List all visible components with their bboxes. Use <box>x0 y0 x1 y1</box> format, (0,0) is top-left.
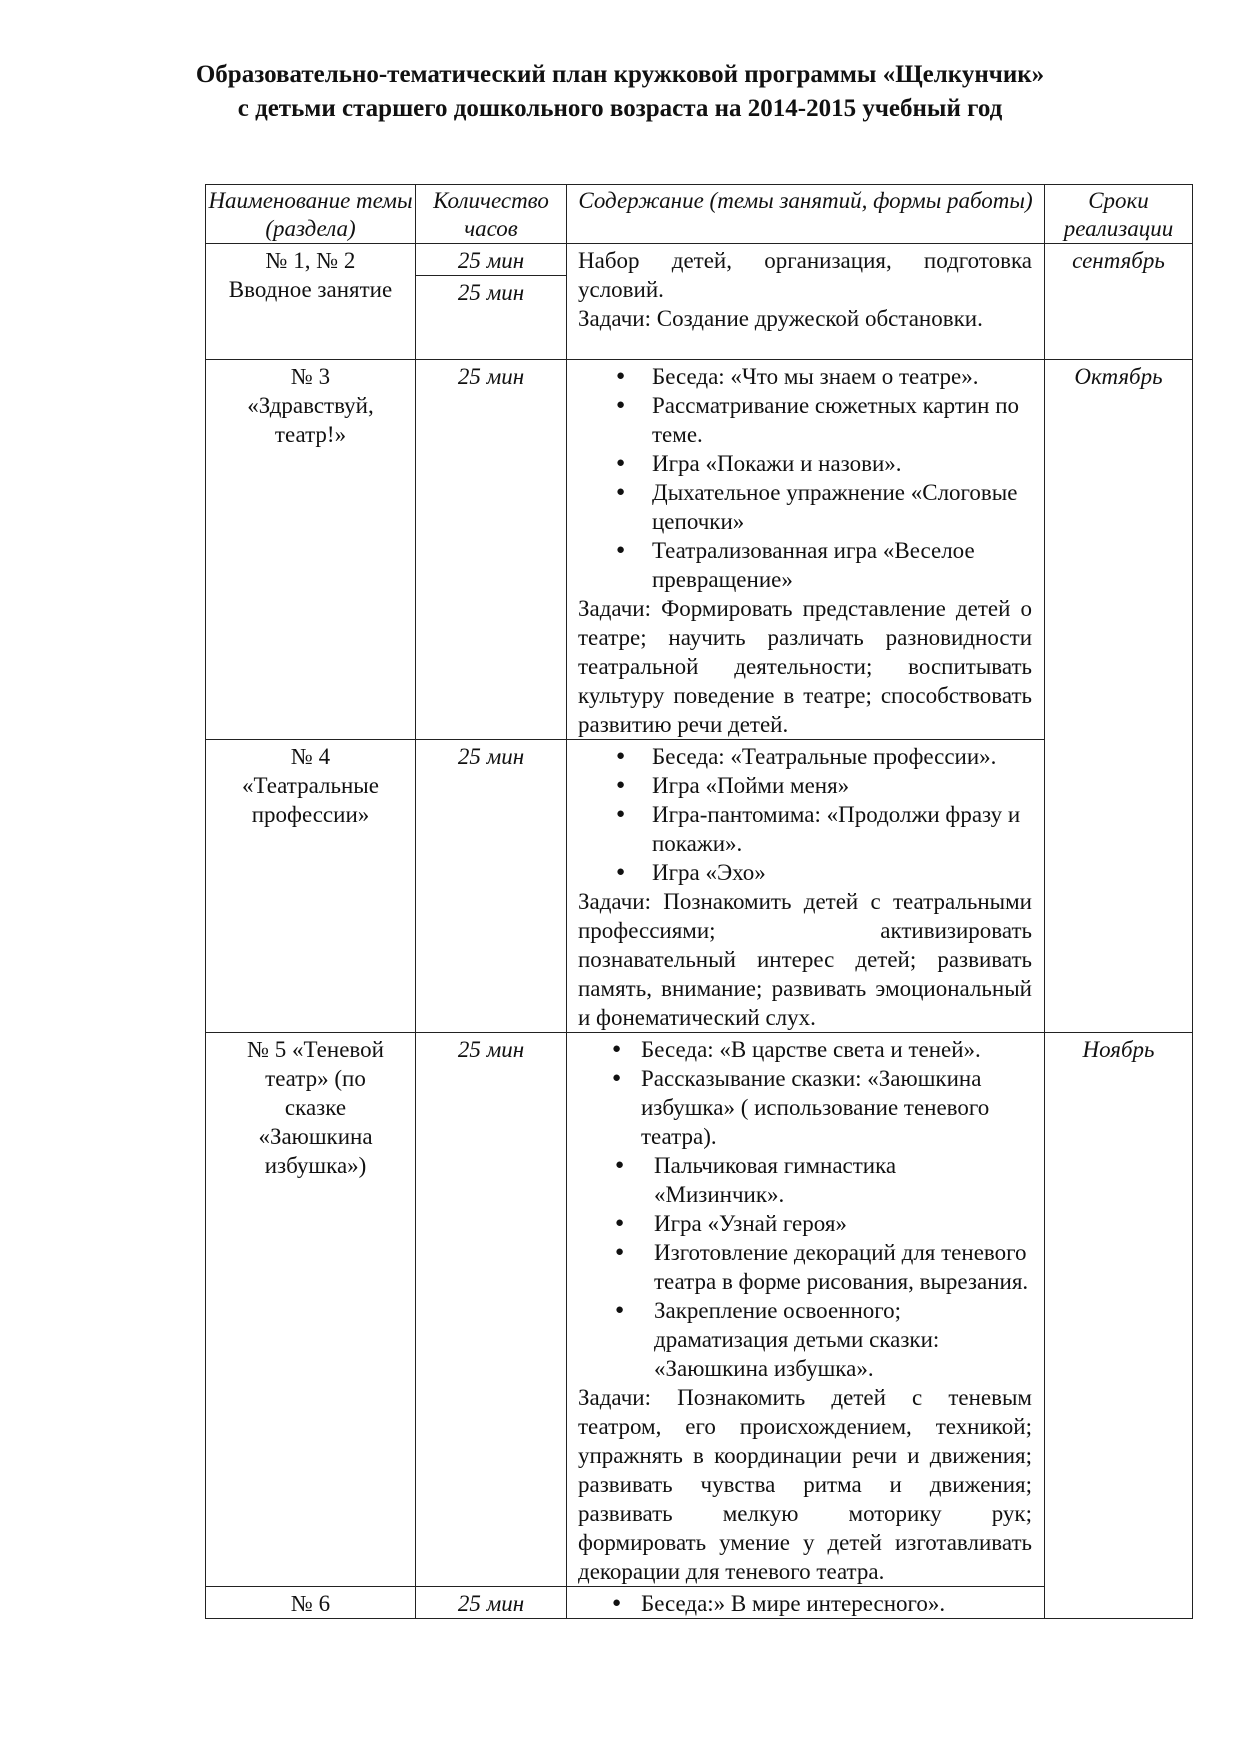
table-row <box>206 740 1193 1033</box>
content-text: Набор детей, организация, подготовка условий. <box>578 248 1032 302</box>
topic-text: № 3 «Здравствуй, театр!» <box>247 364 374 447</box>
header-row <box>206 185 1193 244</box>
hours-value: 25 мин <box>416 244 566 276</box>
header-topic: Наименование темы (раздела) <box>206 185 416 244</box>
list-item: ● Беседа: «Что мы знаем о театре». <box>578 362 1032 391</box>
table-row <box>206 1033 1193 1587</box>
hours-cell: 25 мин <box>416 1033 567 1587</box>
table-row <box>206 1587 1193 1619</box>
list-item: ● Игра-пантомима: «Продолжи фразу и покажи». <box>578 800 1032 858</box>
topic-text: № 5 «Теневой театр» (по сказке «Заюшкина избушка») <box>247 1037 384 1178</box>
month-cell: Ноябрь <box>1045 1033 1193 1619</box>
month-cell: сентябрь <box>1045 244 1193 360</box>
header-content: Содержание (темы занятий, формы работы) <box>567 185 1045 244</box>
header-period: Сроки реализации <box>1045 185 1193 244</box>
activity-list <box>578 742 1032 887</box>
tasks-text: Задачи: Познакомить детей с теневым театром, его происхождением, техникой; упражнять в координации речи и движения; развивать чувства ритма и движения; развивать мелкую моторику рук; формировать умение у детей изготавливать декорации для теневого театра. <box>578 1385 1032 1584</box>
activity-list <box>578 1151 1032 1383</box>
topic-cell <box>206 360 416 740</box>
plan-table <box>205 184 1193 1619</box>
list-item: ● Игра «Узнай героя» <box>578 1209 1032 1238</box>
list-item: ● Беседа: «Театральные профессии». <box>578 742 1032 771</box>
list-item: ● Рассказывание сказки: «Заюшкина избушка» ( использование теневого театра). <box>578 1064 1032 1151</box>
activity-list <box>578 1589 1032 1618</box>
list-item: ● Игра «Эхо» <box>578 858 1032 887</box>
list-item: ● Пальчиковая гимнастика «Мизинчик». <box>578 1151 1032 1209</box>
list-item: ● Игра «Пойми меня» <box>578 771 1032 800</box>
title-line-2: с детьми старшего дошкольного возраста на 2014-2015 учебный год <box>237 95 1003 122</box>
hours-cell <box>416 244 567 360</box>
activity-list <box>578 362 1032 594</box>
topic-cell <box>206 244 416 360</box>
content-cell <box>567 1033 1045 1587</box>
month-cell: Октябрь <box>1045 360 1193 1033</box>
hours-cell: 25 мин <box>416 1587 567 1619</box>
list-item: ● Беседа: «В царстве света и теней». <box>578 1035 1032 1064</box>
content-cell <box>567 244 1045 360</box>
topic-cell: № 6 <box>206 1587 416 1619</box>
list-item: ● Дыхательное упражнение «Слоговые цепочки» <box>578 478 1032 536</box>
list-item: ● Изготовление декораций для теневого театра в форме рисования, вырезания. <box>578 1238 1032 1296</box>
list-item: ● Театрализованная игра «Веселое превращение» <box>578 536 1032 594</box>
topic-text: № 1, № 2 Вводное занятие <box>228 248 393 302</box>
tasks-text: Задачи: Формировать представление детей о театре; научить различать разновидности театральной деятельности; воспитывать культуру поведение в театре; способствовать развитию речи детей. <box>578 596 1032 737</box>
list-item: ● Беседа:» В мире интересного». <box>578 1589 1032 1618</box>
list-item: ● Закрепление освоенного; драматизация детьми сказки: «Заюшкина избушка». <box>578 1296 1032 1383</box>
tasks-text: Задачи: Познакомить детей с театральными профессиями; активизировать познавательный интерес детей; развивать память, внимание; развивать эмоциональный и фонематический слух. <box>578 889 1032 1030</box>
table-row <box>206 360 1193 740</box>
hours-cell: 25 мин <box>416 740 567 1033</box>
header-hours: Количество часов <box>416 185 567 244</box>
content-cell <box>567 1587 1045 1619</box>
activity-list <box>578 1035 1032 1151</box>
topic-cell <box>206 740 416 1033</box>
document-title <box>0 58 1240 126</box>
content-cell <box>567 740 1045 1033</box>
hours-cell: 25 мин <box>416 360 567 740</box>
content-cell <box>567 360 1045 740</box>
topic-text: № 4 «Театральные профессии» <box>242 744 379 827</box>
table-row <box>206 244 1193 360</box>
topic-cell <box>206 1033 416 1587</box>
hours-value: 25 мин <box>457 280 525 305</box>
title-line-1: Образовательно-тематический план кружковой программы «Щелкунчик» <box>195 61 1045 88</box>
tasks-text: Задачи: Создание дружеской обстановки. <box>578 306 983 331</box>
list-item: ● Рассматривание сюжетных картин по теме. <box>578 391 1032 449</box>
list-item: ● Игра «Покажи и назови». <box>578 449 1032 478</box>
